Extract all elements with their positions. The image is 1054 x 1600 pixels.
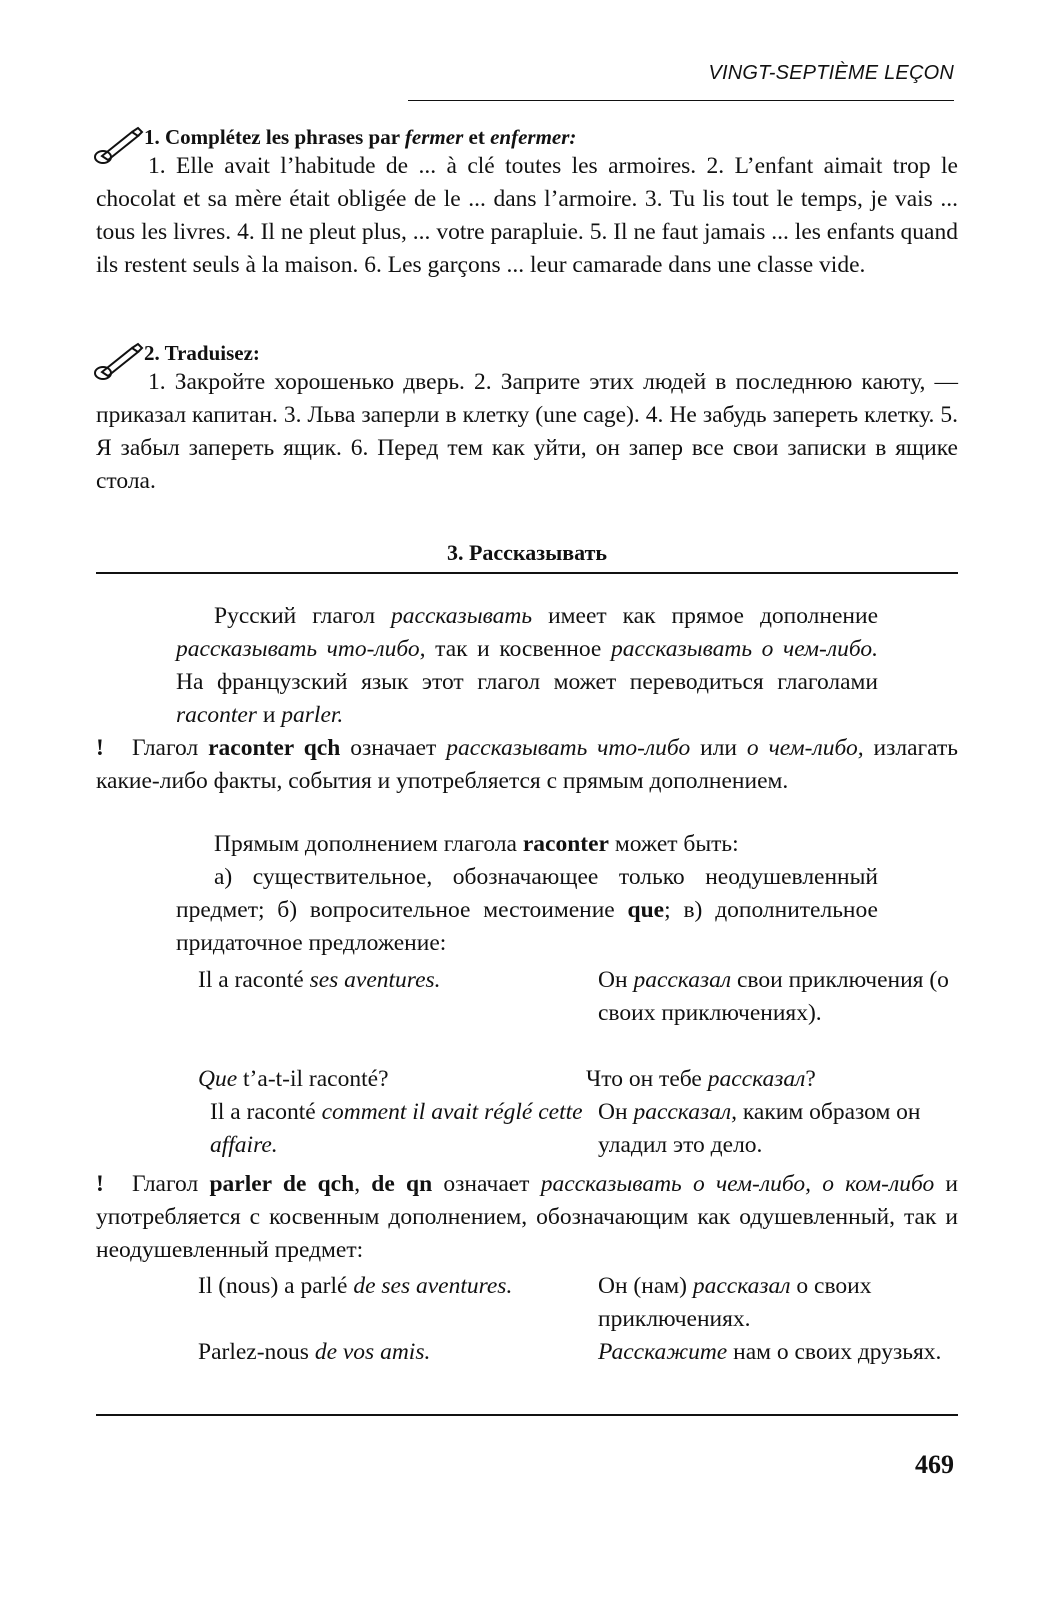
exercise-2 — [96, 340, 958, 498]
exercise-1 — [96, 124, 958, 282]
example-russian: Он (нам) рассказал о своих приключениях. — [598, 1273, 872, 1332]
complements-items: а) существительное, обозначающее только неодушевленный предмет; б) вопросительное местоимение que; в) дополнительное придаточное предложение: — [176, 864, 878, 956]
example-russian: Что он тебе рассказал? — [586, 1066, 816, 1092]
pencil-exercise-icon — [94, 126, 144, 166]
bottom-rule — [96, 1414, 958, 1416]
example-row — [198, 1270, 958, 1336]
exercise-2-heading: 2. Traduisez: — [144, 341, 260, 365]
examples-table-parler — [198, 1270, 958, 1402]
section-rule — [96, 572, 958, 574]
example-row — [198, 1063, 958, 1096]
exercise-1-heading: 1. Complétez les phrases par fermer et enfermer: — [144, 125, 577, 149]
example-french: Parlez-nous de vos amis. — [198, 1339, 431, 1365]
example-french: Il a raconté comment il avait réglé cette affaire. — [210, 1099, 583, 1158]
pencil-exercise-icon — [94, 342, 144, 382]
example-row — [198, 1096, 958, 1162]
exercise-1-text: 1. Elle avait l’habitude de ... à clé toutes les armoires. 2. L’enfant aimait trop le chocolat et sa mère était obligée de le ... dans l’armoire. 3. Tu lis tout le temps, je vais ... tous les livres. 4. Il ne pleut plus, ... votre parapluie. 5. Il ne faut jamais ... les enfants quand ils restent seuls à la maison. 6. Les garçons ... leur camarade dans une classe vide. — [96, 153, 958, 278]
example-row — [198, 964, 958, 1063]
example-french: Il (nous) a parlé de ses aventures. — [198, 1273, 513, 1299]
note-raconter: ! Глагол raconter qch означает рассказывать что-либо или о чем-либо, излагать какие-либо факты, события и употребляется с прямым дополнением. — [96, 732, 958, 798]
example-row — [198, 1336, 958, 1402]
example-russian: Он рассказал, каким образом он уладил это дело. — [598, 1099, 921, 1158]
complements-intro: Прямым дополнением глагола raconter может быть: — [214, 831, 739, 857]
section-title: 3. Рассказывать — [446, 540, 608, 565]
examples-table-raconter — [198, 964, 958, 1162]
exercise-2-text: 1. Закройте хорошенько дверь. 2. Заприте этих людей в последнюю каюту, — приказал капитан. 3. Льва заперли в клетку (une cage). 4. Не забудь запереть клетку. 5. Я забыл запереть ящик. 6. Перед тем как уйти, он запер все свои записки в ящике стола. — [96, 369, 958, 494]
page-number: 469 — [915, 1450, 954, 1479]
example-french: Il a raconté ses aventures. — [198, 967, 441, 993]
example-russian: Расскажите нам о своих друзьях. — [598, 1339, 942, 1365]
exclamation-mark: ! — [96, 1171, 104, 1197]
header-rule — [408, 100, 954, 101]
section-intro: Русский глагол рассказывать имеет как прямое дополнение рассказывать что-либо, так и косвенное рассказывать о чем-либо. На французский язык этот глагол может переводиться глаголами raconter и parler. — [176, 603, 878, 728]
complements-list — [176, 828, 878, 960]
example-french: Que t’a-t-il raconté? — [198, 1066, 389, 1092]
running-header: VINGT-SEPTIÈME LEÇON — [708, 62, 954, 84]
exclamation-mark: ! — [96, 735, 104, 761]
note-parler: ! Глагол parler de qch, de qn означает рассказывать о чем-либо, о ком-либо и употребляется с косвенным дополнением, обозначающим как одушевленный, так и неодушевленный предмет: — [96, 1168, 958, 1267]
example-russian: Он рассказал свои приключения (о своих приключениях). — [598, 967, 949, 1026]
